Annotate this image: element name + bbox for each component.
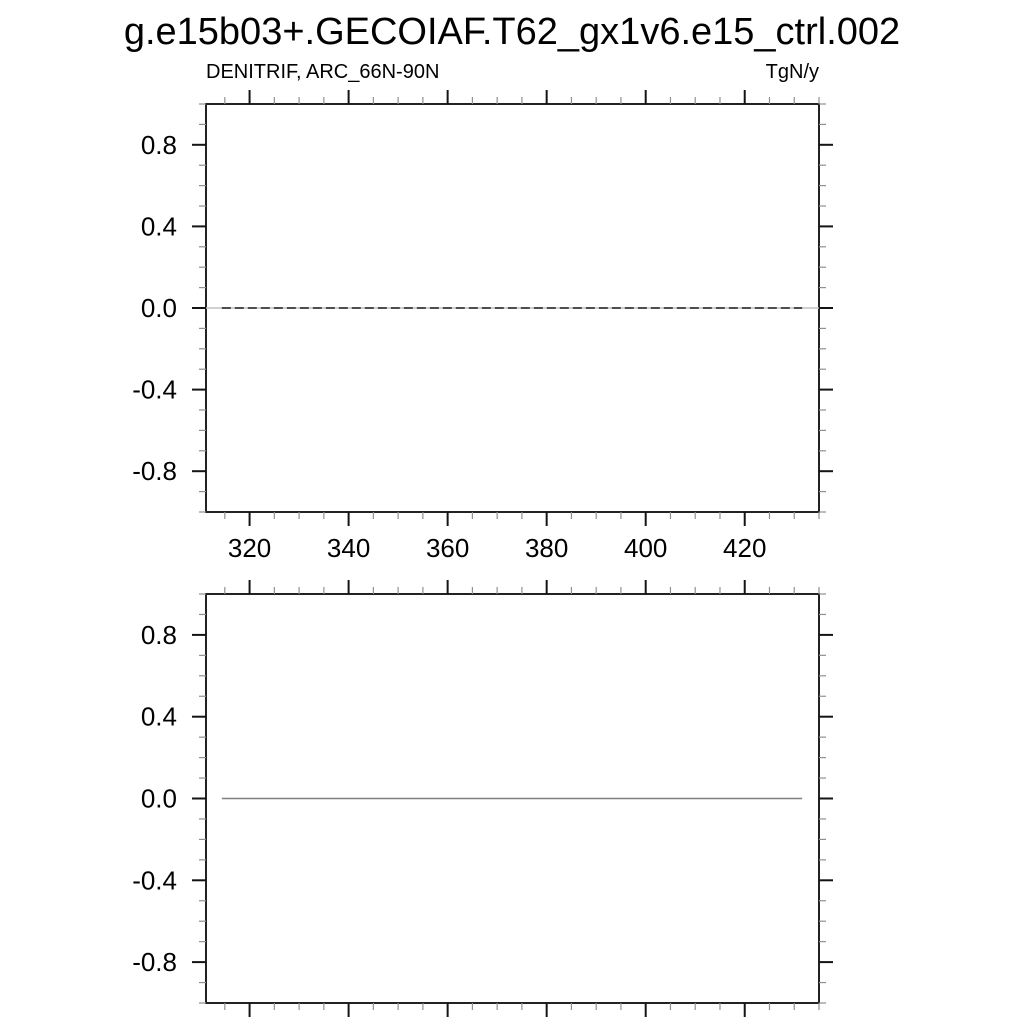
y-tick-label: -0.4	[132, 374, 177, 405]
y-tick-label: 0.4	[140, 701, 177, 732]
y-tick-label: -0.8	[132, 456, 177, 487]
x-tick-label: 400	[624, 533, 668, 563]
panel-top-left-title: DENITRIF, ARC_66N-90N	[206, 61, 440, 83]
y-tick-label: 0.4	[140, 211, 177, 242]
y-tick-label: 0.0	[140, 783, 177, 814]
x-tick-label: 420	[723, 533, 767, 563]
panel-top-right-title: TgN/y	[765, 61, 819, 83]
x-tick-label: 380	[524, 533, 569, 563]
y-tick-label: 0.8	[140, 619, 177, 650]
y-tick-label: 0.0	[140, 293, 177, 323]
x-tick-label: 340	[326, 533, 371, 563]
y-tick-label: 0.8	[140, 129, 177, 160]
x-tick-label: 360	[425, 533, 470, 563]
main-title: g.e15b03+.GECOIAF.T62_gx1v6.e15_ctrl.002	[123, 11, 901, 53]
x-tick-label: 320	[227, 533, 272, 563]
y-tick-label: -0.8	[132, 947, 177, 978]
y-tick-label: -0.4	[132, 865, 177, 896]
